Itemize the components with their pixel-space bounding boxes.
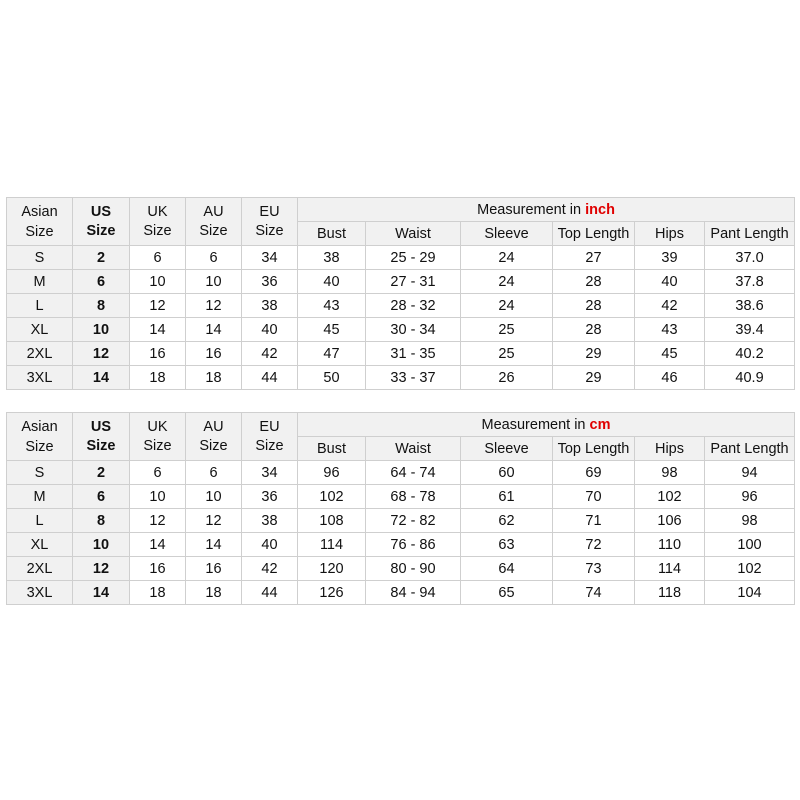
bust-cell: 43 (298, 294, 366, 318)
eu-size-cell: 36 (242, 485, 298, 509)
uk-size-cell: 16 (130, 342, 186, 366)
asian-size-cell: S (7, 246, 73, 270)
asian-size-cell: 3XL (7, 366, 73, 390)
eu-size-cell: 44 (242, 366, 298, 390)
sleeve-cell: 24 (461, 246, 553, 270)
sleeve-cell: 25 (461, 342, 553, 366)
pant-length-cell: 39.4 (705, 318, 795, 342)
header-sleeve: Sleeve (461, 222, 553, 246)
measurement-unit: cm (589, 416, 611, 433)
hips-cell: 43 (635, 318, 705, 342)
pant-length-cell: 102 (705, 557, 795, 581)
eu-size-cell: 42 (242, 557, 298, 581)
au-size-cell: 10 (186, 485, 242, 509)
uk-size-cell: 18 (130, 581, 186, 605)
top-length-cell: 28 (553, 318, 635, 342)
au-size-cell: 16 (186, 557, 242, 581)
bust-cell: 126 (298, 581, 366, 605)
waist-cell: 64 - 74 (366, 461, 461, 485)
au-size-cell: 18 (186, 581, 242, 605)
au-size-cell: 18 (186, 366, 242, 390)
top-length-cell: 28 (553, 270, 635, 294)
table-row (7, 461, 795, 485)
pant-length-cell: 104 (705, 581, 795, 605)
header-waist: Waist (366, 222, 461, 246)
table-row (7, 509, 795, 533)
size-chart-cm (6, 412, 795, 605)
us-size-cell: 8 (73, 509, 130, 533)
bust-cell: 47 (298, 342, 366, 366)
hips-cell: 40 (635, 270, 705, 294)
eu-size-cell: 36 (242, 270, 298, 294)
measurement-unit: inch (585, 201, 615, 218)
au-size-cell: 10 (186, 270, 242, 294)
sleeve-cell: 24 (461, 270, 553, 294)
hips-cell: 102 (635, 485, 705, 509)
hips-cell: 39 (635, 246, 705, 270)
us-size-cell: 12 (73, 342, 130, 366)
top-length-cell: 29 (553, 366, 635, 390)
bust-cell: 114 (298, 533, 366, 557)
uk-size-cell: 6 (130, 246, 186, 270)
uk-size-cell: 16 (130, 557, 186, 581)
us-size-cell: 6 (73, 270, 130, 294)
hips-cell: 118 (635, 581, 705, 605)
table-row (7, 485, 795, 509)
eu-size-cell: 34 (242, 246, 298, 270)
waist-cell: 68 - 78 (366, 485, 461, 509)
us-size-cell: 8 (73, 294, 130, 318)
table-row (7, 294, 795, 318)
uk-size-cell: 12 (130, 294, 186, 318)
eu-size-cell: 38 (242, 509, 298, 533)
eu-size-cell: 38 (242, 294, 298, 318)
us-size-cell: 2 (73, 461, 130, 485)
hips-cell: 106 (635, 509, 705, 533)
eu-size-cell: 44 (242, 581, 298, 605)
waist-cell: 84 - 94 (366, 581, 461, 605)
waist-cell: 76 - 86 (366, 533, 461, 557)
sleeve-cell: 61 (461, 485, 553, 509)
header-hips: Hips (635, 222, 705, 246)
uk-size-cell: 10 (130, 270, 186, 294)
waist-cell: 31 - 35 (366, 342, 461, 366)
measurement-header (298, 413, 795, 437)
bust-cell: 108 (298, 509, 366, 533)
asian-size-cell: M (7, 485, 73, 509)
uk-size-cell: 14 (130, 318, 186, 342)
eu-size-cell: 40 (242, 533, 298, 557)
header-waist: Waist (366, 437, 461, 461)
bust-cell: 50 (298, 366, 366, 390)
uk-size-cell: 12 (130, 509, 186, 533)
sleeve-cell: 25 (461, 318, 553, 342)
top-length-cell: 27 (553, 246, 635, 270)
asian-size-cell: XL (7, 533, 73, 557)
hips-cell: 42 (635, 294, 705, 318)
header-bust: Bust (298, 222, 366, 246)
sleeve-cell: 62 (461, 509, 553, 533)
us-size-cell: 2 (73, 246, 130, 270)
pant-length-cell: 37.8 (705, 270, 795, 294)
pant-length-cell: 38.6 (705, 294, 795, 318)
top-length-cell: 74 (553, 581, 635, 605)
hips-cell: 45 (635, 342, 705, 366)
au-size-cell: 14 (186, 318, 242, 342)
sleeve-cell: 24 (461, 294, 553, 318)
asian-size-cell: 2XL (7, 342, 73, 366)
au-size-cell: 16 (186, 342, 242, 366)
header-hips: Hips (635, 437, 705, 461)
waist-cell: 27 - 31 (366, 270, 461, 294)
header-pant-length: Pant Length (705, 222, 795, 246)
top-length-cell: 28 (553, 294, 635, 318)
us-size-cell: 10 (73, 318, 130, 342)
au-size-cell: 12 (186, 294, 242, 318)
header-eu-size: EU Size (242, 198, 298, 246)
measurement-label: Measurement in (481, 416, 586, 433)
header-asian-size: Asian Size (7, 198, 73, 246)
table-row (7, 318, 795, 342)
bust-cell: 45 (298, 318, 366, 342)
au-size-cell: 12 (186, 509, 242, 533)
measurement-label: Measurement in (477, 201, 582, 218)
pant-length-cell: 94 (705, 461, 795, 485)
au-size-cell: 6 (186, 461, 242, 485)
header-top-length: Top Length (553, 222, 635, 246)
waist-cell: 25 - 29 (366, 246, 461, 270)
pant-length-cell: 98 (705, 509, 795, 533)
hips-cell: 46 (635, 366, 705, 390)
us-size-cell: 12 (73, 557, 130, 581)
table-row (7, 557, 795, 581)
top-length-cell: 71 (553, 509, 635, 533)
asian-size-cell: 2XL (7, 557, 73, 581)
pant-length-cell: 100 (705, 533, 795, 557)
hips-cell: 98 (635, 461, 705, 485)
pant-length-cell: 40.9 (705, 366, 795, 390)
waist-cell: 28 - 32 (366, 294, 461, 318)
uk-size-cell: 18 (130, 366, 186, 390)
us-size-cell: 14 (73, 366, 130, 390)
waist-cell: 30 - 34 (366, 318, 461, 342)
eu-size-cell: 42 (242, 342, 298, 366)
header-us-size: US Size (73, 413, 130, 461)
us-size-cell: 6 (73, 485, 130, 509)
sleeve-cell: 65 (461, 581, 553, 605)
asian-size-cell: M (7, 270, 73, 294)
bust-cell: 38 (298, 246, 366, 270)
hips-cell: 114 (635, 557, 705, 581)
au-size-cell: 6 (186, 246, 242, 270)
header-bust: Bust (298, 437, 366, 461)
header-au-size: AU Size (186, 413, 242, 461)
bust-cell: 120 (298, 557, 366, 581)
table-row (7, 342, 795, 366)
waist-cell: 80 - 90 (366, 557, 461, 581)
header-top-length: Top Length (553, 437, 635, 461)
bust-cell: 96 (298, 461, 366, 485)
top-length-cell: 29 (553, 342, 635, 366)
uk-size-cell: 14 (130, 533, 186, 557)
header-uk-size: UK Size (130, 413, 186, 461)
header-uk-size: UK Size (130, 198, 186, 246)
us-size-cell: 10 (73, 533, 130, 557)
uk-size-cell: 10 (130, 485, 186, 509)
asian-size-cell: S (7, 461, 73, 485)
header-au-size: AU Size (186, 198, 242, 246)
header-us-size: US Size (73, 198, 130, 246)
table-row (7, 270, 795, 294)
header-sleeve: Sleeve (461, 437, 553, 461)
pant-length-cell: 40.2 (705, 342, 795, 366)
size-chart-inch (6, 197, 795, 390)
bust-cell: 40 (298, 270, 366, 294)
header-eu-size: EU Size (242, 413, 298, 461)
bust-cell: 102 (298, 485, 366, 509)
table-row (7, 246, 795, 270)
table-row (7, 533, 795, 557)
pant-length-cell: 96 (705, 485, 795, 509)
top-length-cell: 69 (553, 461, 635, 485)
sleeve-cell: 64 (461, 557, 553, 581)
top-length-cell: 73 (553, 557, 635, 581)
sleeve-cell: 60 (461, 461, 553, 485)
sleeve-cell: 63 (461, 533, 553, 557)
asian-size-cell: XL (7, 318, 73, 342)
waist-cell: 33 - 37 (366, 366, 461, 390)
sleeve-cell: 26 (461, 366, 553, 390)
waist-cell: 72 - 82 (366, 509, 461, 533)
pant-length-cell: 37.0 (705, 246, 795, 270)
eu-size-cell: 34 (242, 461, 298, 485)
eu-size-cell: 40 (242, 318, 298, 342)
header-asian-size: Asian Size (7, 413, 73, 461)
table-row (7, 581, 795, 605)
asian-size-cell: L (7, 294, 73, 318)
asian-size-cell: L (7, 509, 73, 533)
top-length-cell: 72 (553, 533, 635, 557)
au-size-cell: 14 (186, 533, 242, 557)
us-size-cell: 14 (73, 581, 130, 605)
top-length-cell: 70 (553, 485, 635, 509)
uk-size-cell: 6 (130, 461, 186, 485)
hips-cell: 110 (635, 533, 705, 557)
header-pant-length: Pant Length (705, 437, 795, 461)
measurement-header (298, 198, 795, 222)
asian-size-cell: 3XL (7, 581, 73, 605)
table-row (7, 366, 795, 390)
